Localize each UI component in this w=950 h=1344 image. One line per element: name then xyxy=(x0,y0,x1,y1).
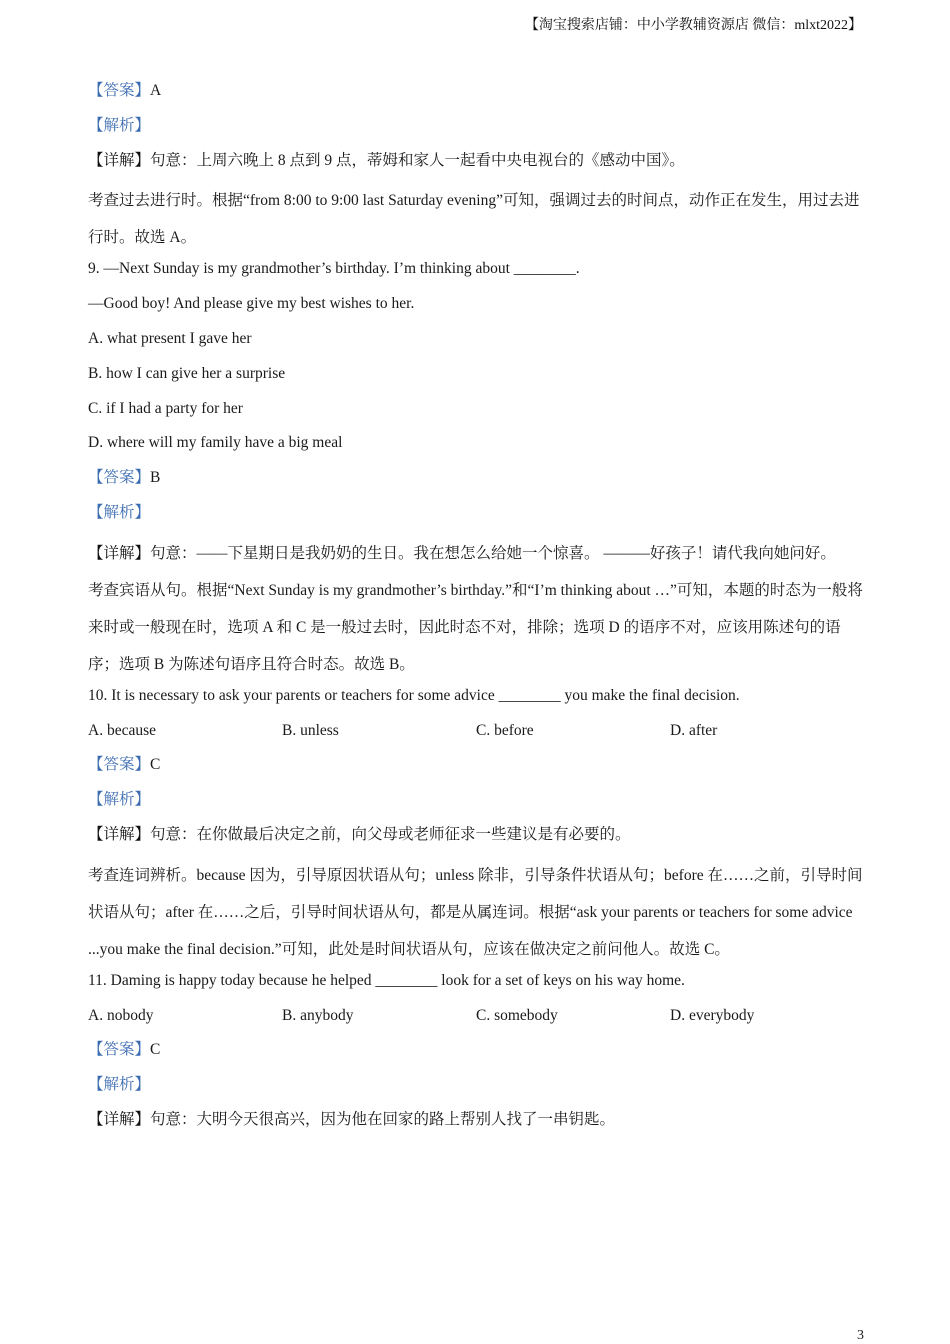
q9-detail xyxy=(88,535,868,572)
q8-analysis xyxy=(88,113,868,148)
detail-text: 句意：大明今天很高兴，因为他在回家的路上帮别人找了一串钥匙。 xyxy=(150,1110,616,1128)
q10-analysis xyxy=(88,787,868,822)
answer-tag: 【答案】 xyxy=(88,1041,151,1059)
q9-stem-reply: —Good boy! And please give my best wishes to her. xyxy=(88,295,415,313)
detail-tag: 【详解】 xyxy=(88,1110,151,1128)
q11-option-c: C. somebody xyxy=(476,1006,558,1024)
q9-option-a: A. what present I gave her xyxy=(88,329,252,347)
q11-analysis xyxy=(88,1072,868,1107)
answer-value: C xyxy=(150,1041,161,1059)
analysis-tag: 【解析】 xyxy=(88,791,151,809)
q10-stem: 10. It is necessary to ask your parents or teachers for some advice ________ you make the final decision. xyxy=(88,686,740,704)
answer-tag: 【答案】 xyxy=(88,469,151,487)
q8-explain: 考查过去进行时。根据“from 8:00 to 9:00 last Saturday evening”可知，强调过去的时间点，动作正在发生，用过去进行时。故选 A。 xyxy=(88,192,860,247)
analysis-tag: 【解析】 xyxy=(88,1076,151,1094)
q9-analysis xyxy=(88,500,868,535)
q11-answer xyxy=(88,1037,868,1072)
detail-tag: 【详解】 xyxy=(88,151,151,169)
q10-explain: 考查连词辨析。because 因为，引导原因状语从句；unless 除非，引导条件状语从句；before 在……之前，引导时间状语从句；after 在……之后，引导时间状语从句，都是从属连词。根据“ask your parents or teachers for some advice ...you make the final decision.”可知，此处是时间状语从句，应该在做决定之前问他人。故选 C。 xyxy=(88,866,863,958)
q11-option-d: D. everybody xyxy=(670,1006,755,1024)
q10-option-a: A. because xyxy=(88,721,156,739)
analysis-tag: 【解析】 xyxy=(88,503,151,521)
q10-detail xyxy=(88,822,868,857)
q9-answer xyxy=(88,465,868,500)
q11-option-b: B. anybody xyxy=(282,1006,354,1024)
analysis-tag: 【解析】 xyxy=(88,116,151,134)
q10-answer xyxy=(88,752,868,787)
q10-option-c: C. before xyxy=(476,721,534,739)
q9-option-d: D. where will my family have a big meal xyxy=(88,434,343,452)
q9-option-b: B. how I can give her a surprise xyxy=(88,364,286,382)
q8-detail xyxy=(88,148,868,183)
answer-tag: 【答案】 xyxy=(88,756,151,774)
document-body xyxy=(88,78,868,1142)
q9-stem: 9. —Next Sunday is my grandmother’s birthday. I’m thinking about ________. xyxy=(88,260,580,278)
answer-tag: 【答案】 xyxy=(88,82,151,99)
detail-text: 句意：在你做最后决定之前，向父母或老师征求一些建议是有必要的。 xyxy=(150,825,631,843)
detail-tag: 【详解】 xyxy=(88,825,151,843)
q9-option-c: C. if I had a party for her xyxy=(88,399,243,417)
q9-explain: 考查宾语从句。根据“Next Sunday is my grandmother’s birthday.”和“I’m thinking about …”可知，本题的时态为一般将来时或一般现在时，选项 A 和 C 是一般过去时，因此时态不对，排除；选项 D 的语序不对，应该用陈述句的语序；选项 B 为陈述句语序且符合时态。故选 B。 xyxy=(88,581,863,673)
q8-answer xyxy=(88,78,868,113)
answer-value: A xyxy=(150,82,162,99)
q11-option-a: A. nobody xyxy=(88,1006,154,1024)
detail-text: 句意：上周六晚上 8 点到 9 点，蒂姆和家人一起看中央电视台的《感动中国》。 xyxy=(150,151,685,169)
q11-options xyxy=(88,1003,868,1038)
answer-value: B xyxy=(150,469,161,487)
detail-text: 句意：——下星期日是我奶奶的生日。我在想怎么给她一个惊喜。 ———好孩子！请代我向她问好。 xyxy=(150,544,836,562)
q10-options xyxy=(88,718,868,753)
answer-value: C xyxy=(150,756,161,774)
q11-detail xyxy=(88,1107,868,1142)
page-header: 【淘宝搜索店铺：中小学教辅资源店 微信：mlxt2022】 xyxy=(524,18,862,33)
q11-stem: 11. Daming is happy today because he helped ________ look for a set of keys on his way home. xyxy=(88,971,685,989)
q10-option-d: D. after xyxy=(670,721,718,739)
detail-tag: 【详解】 xyxy=(88,544,151,562)
page-number: 3 xyxy=(857,1328,864,1343)
q10-option-b: B. unless xyxy=(282,721,339,739)
